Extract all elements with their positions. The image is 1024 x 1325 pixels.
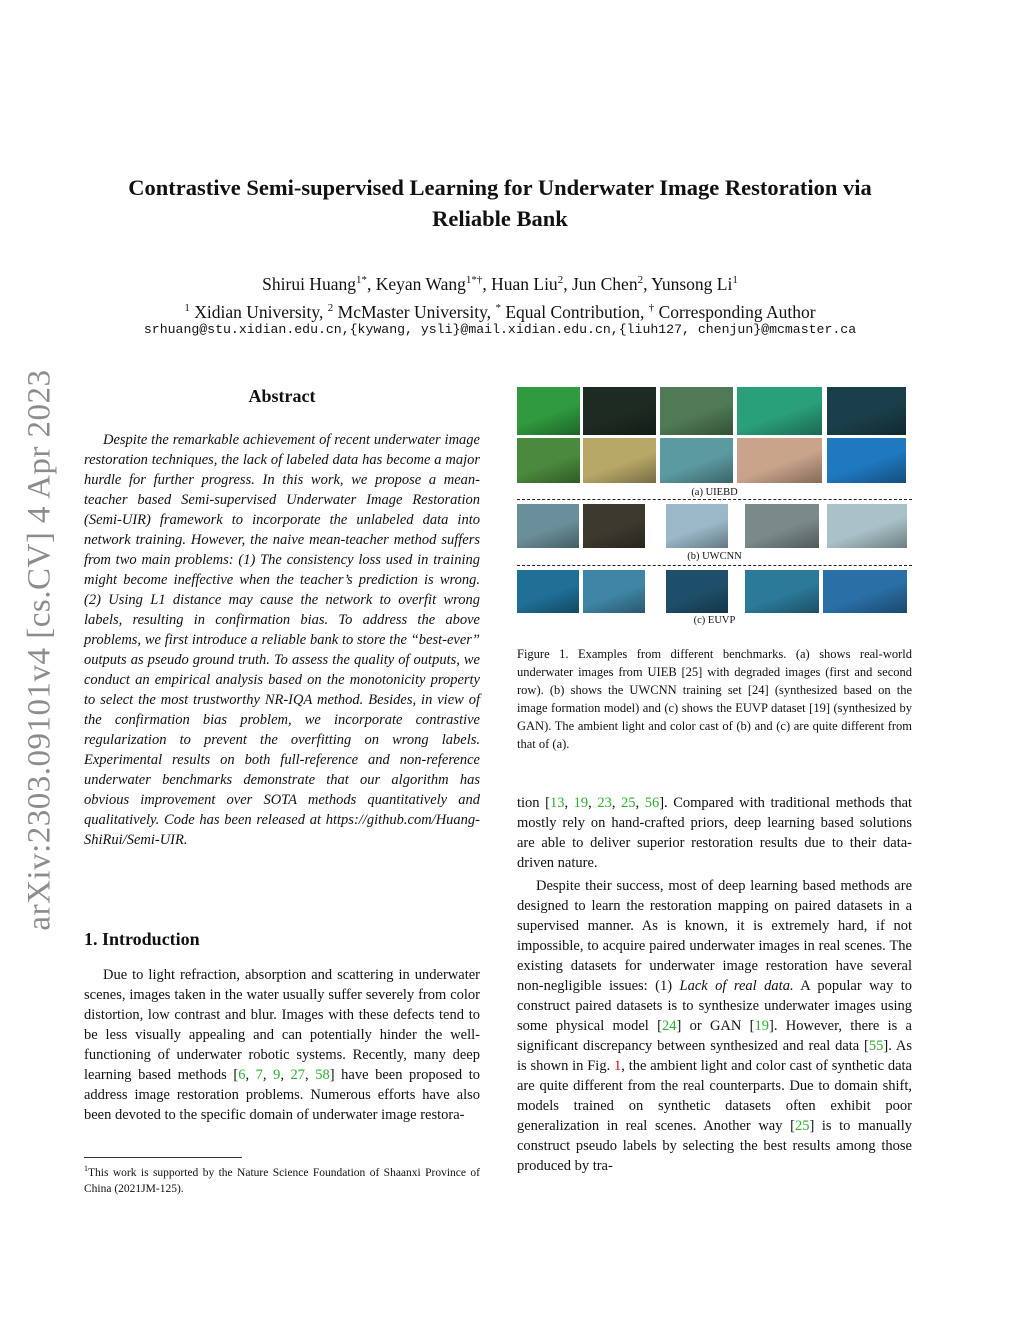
figure-1	[517, 387, 912, 632]
figure-thumbnail-image	[583, 438, 656, 483]
figure-reference-link[interactable]: 1	[614, 1058, 622, 1074]
footnote-rule	[84, 1157, 242, 1158]
figure-divider	[517, 499, 912, 500]
body-paragraph: Despite their success, most of deep learning based methods are designed to learn the restoration mapping on paired datasets in a supervised manner. As is known, it is extremely hard, if not impossible, to acquire paired underwater images in real scenes. The existing datasets for underwater image restoration have several non-negligible issues: (1) Lack of real data. A popular way to construct paired datasets is to synthesize underwater images using some physical model [24] or GAN [19]. However, there is a significant discrepancy between synthesized and real data [55]. As is shown in Fig. 1, the ambient light and color cast of synthetic data are quite different from the real counterparts. Due to domain shift, models trained on synthetic datasets often exhibit poor generalization in real scenes. Another way [25] is to manually construct pseudo labels by selecting the best results among those produced by tra-	[517, 878, 912, 1174]
introduction-body	[84, 965, 480, 1125]
intro-paragraph: Due to light refraction, absorption and scattering in underwater scenes, images taken in the water usually suffer severely from color distortion, low contrast and blur. Images with these defects tend to be less visually appealing and can potentially hinder the well-functioning of underwater robotic systems. Recently, many deep learning based methods [6, 7, 9, 27, 58] have been proposed to address image restoration problems. Numerous efforts have also been devoted to the specific domain of underwater image restora-	[84, 967, 481, 1123]
body-paragraph: tion [13, 19, 23, 25, 56]. Compared with traditional methods that mostly rely on hand-crafted priors, deep learning based solutions are able to deliver superior restoration results due to their data-driven nature.	[517, 795, 913, 871]
figure-sublabel-c: (c) EUVP	[693, 615, 736, 626]
figure-thumbnail-image	[737, 438, 822, 483]
citation-link[interactable]: 25	[621, 795, 636, 811]
citation-link[interactable]: 19	[754, 1018, 770, 1034]
figure-thumbnail-image	[660, 387, 733, 435]
author-name: Jun Chen	[571, 273, 638, 294]
figure-thumbnail-image	[745, 570, 819, 613]
citation-link[interactable]: 6	[238, 1067, 246, 1083]
citation-link[interactable]: 27	[290, 1067, 306, 1083]
figure-thumbnail-image	[827, 504, 907, 548]
arxiv-stamp-text: arXiv:2303.09101v4 [cs.CV] 4 Apr 2023	[21, 369, 58, 931]
author-name: Huan Liu	[491, 273, 558, 294]
paper-title: Contrastive Semi-supervised Learning for Underwater Image Restoration via Reliable Bank	[128, 175, 872, 231]
figure-thumbnail-image	[517, 570, 579, 613]
figure-thumbnail-image	[583, 387, 656, 435]
citation-link[interactable]: 58	[315, 1067, 330, 1083]
figure-thumbnail-image	[737, 387, 822, 435]
figure-thumbnail-image	[666, 504, 728, 548]
author-block	[90, 268, 910, 324]
figure-thumbnail-image	[517, 438, 580, 483]
abstract-heading: Abstract	[248, 386, 316, 406]
citation-link[interactable]: 19	[573, 795, 589, 811]
citation-link[interactable]: 9	[273, 1067, 281, 1083]
author-name: Keyan Wang	[375, 273, 466, 294]
figure-thumbnail-image	[517, 504, 579, 548]
figure-thumbnail-image	[583, 504, 645, 548]
figure-thumbnail-image	[823, 570, 907, 613]
section-heading-introduction: 1. Introduction	[84, 929, 200, 949]
citation-link[interactable]: 25	[794, 1118, 810, 1134]
figure-thumbnail-image	[745, 504, 819, 548]
citation-link[interactable]: 7	[255, 1067, 263, 1083]
figure-thumbnail-image	[517, 387, 580, 435]
affiliations: $^1$ Xidian University, $^2$ McMaster University, * Equal Contribution, † Corresponding Author	[184, 301, 816, 322]
citation-link[interactable]: 23	[597, 795, 612, 811]
figure-sublabel-b: (b) UWCNN	[687, 551, 742, 562]
abstract-body	[84, 430, 480, 850]
figure-thumbnail-image	[827, 438, 906, 483]
abstract-text: Despite the remarkable achievement of recent underwater image restoration techniques, the lack of labeled data has become a major hurdle for further progress. In this work, we propose a mean-teacher based Semi-supervised Underwater Image Restoration (Semi-UIR) framework to incorporate the unlabeled data into network training. However, the naive mean-teacher method suffers from two main problems: (1) The consistency loss used in training might become ineffective when the teacher’s prediction is wrong. (2) Using L1 distance may cause the network to overfit wrong labels, resulting in confirmation bias. To address the above problems, we first introduce a reliable bank to store the “best-ever” outputs as pseudo ground truth. To assess the quality of outputs, we conduct an empirical analysis based on the monotonicity property to select the most trustworthy NR-IQA method. Besides, in view of the confirmation bias problem, we incorporate contrastive regularization to prevent the overfitting on wrong labels. Experimental results on both full-reference and non-reference underwater benchmarks demonstrate that our algorithm has obvious improvement over SOTA methods quantitatively and qualitatively. Code has been released at https://github.com/Huang-ShiRui/Semi-UIR.	[84, 432, 480, 848]
figure-thumbnail-image	[827, 387, 906, 435]
figure-thumbnail-image	[583, 570, 645, 613]
author-name: Yunsong Li	[651, 273, 733, 294]
author-emails: srhuang@stu.xidian.edu.cn,{kywang, ysli}@mail.xidian.edu.cn,{liuh127, chenjun}@mcmaster.ca	[143, 322, 857, 337]
figure-sublabel-a: (a) UIEBD	[691, 487, 738, 498]
citation-link[interactable]: 55	[868, 1038, 884, 1054]
author-name: Shirui Huang	[262, 273, 356, 294]
footnote: $^1$This work is supported by the Nature Science Foundation of Shaanxi Province of China (2021JM-125).	[84, 1164, 480, 1195]
figure-thumbnail-image	[666, 570, 728, 613]
author-names: Shirui Huang$^{1*}$, Keyan Wang$^{1*\dagger}$, Huan Liu$^2$, Jun Chen$^2$, Yunsong Li$^1$	[262, 273, 738, 294]
citation-link[interactable]: 56	[644, 795, 660, 811]
citation-link[interactable]: 13	[549, 795, 565, 811]
figure-caption: Figure 1. Examples from different benchmarks. (a) shows real-world underwater images from UIEB [25] with degraded images (first and second row). (b) shows the UWCNN training set [24] (synthesized based on the image formation model) and (c) shows the EUVP dataset [19] (synthesized by GAN). The ambient light and color cast of (b) and (c) are quite different from that of (a).	[517, 647, 912, 751]
right-column-body	[517, 793, 912, 1176]
figure-divider	[517, 565, 912, 566]
citation-link[interactable]: 24	[661, 1018, 677, 1034]
figure-thumbnail-image	[660, 438, 733, 483]
